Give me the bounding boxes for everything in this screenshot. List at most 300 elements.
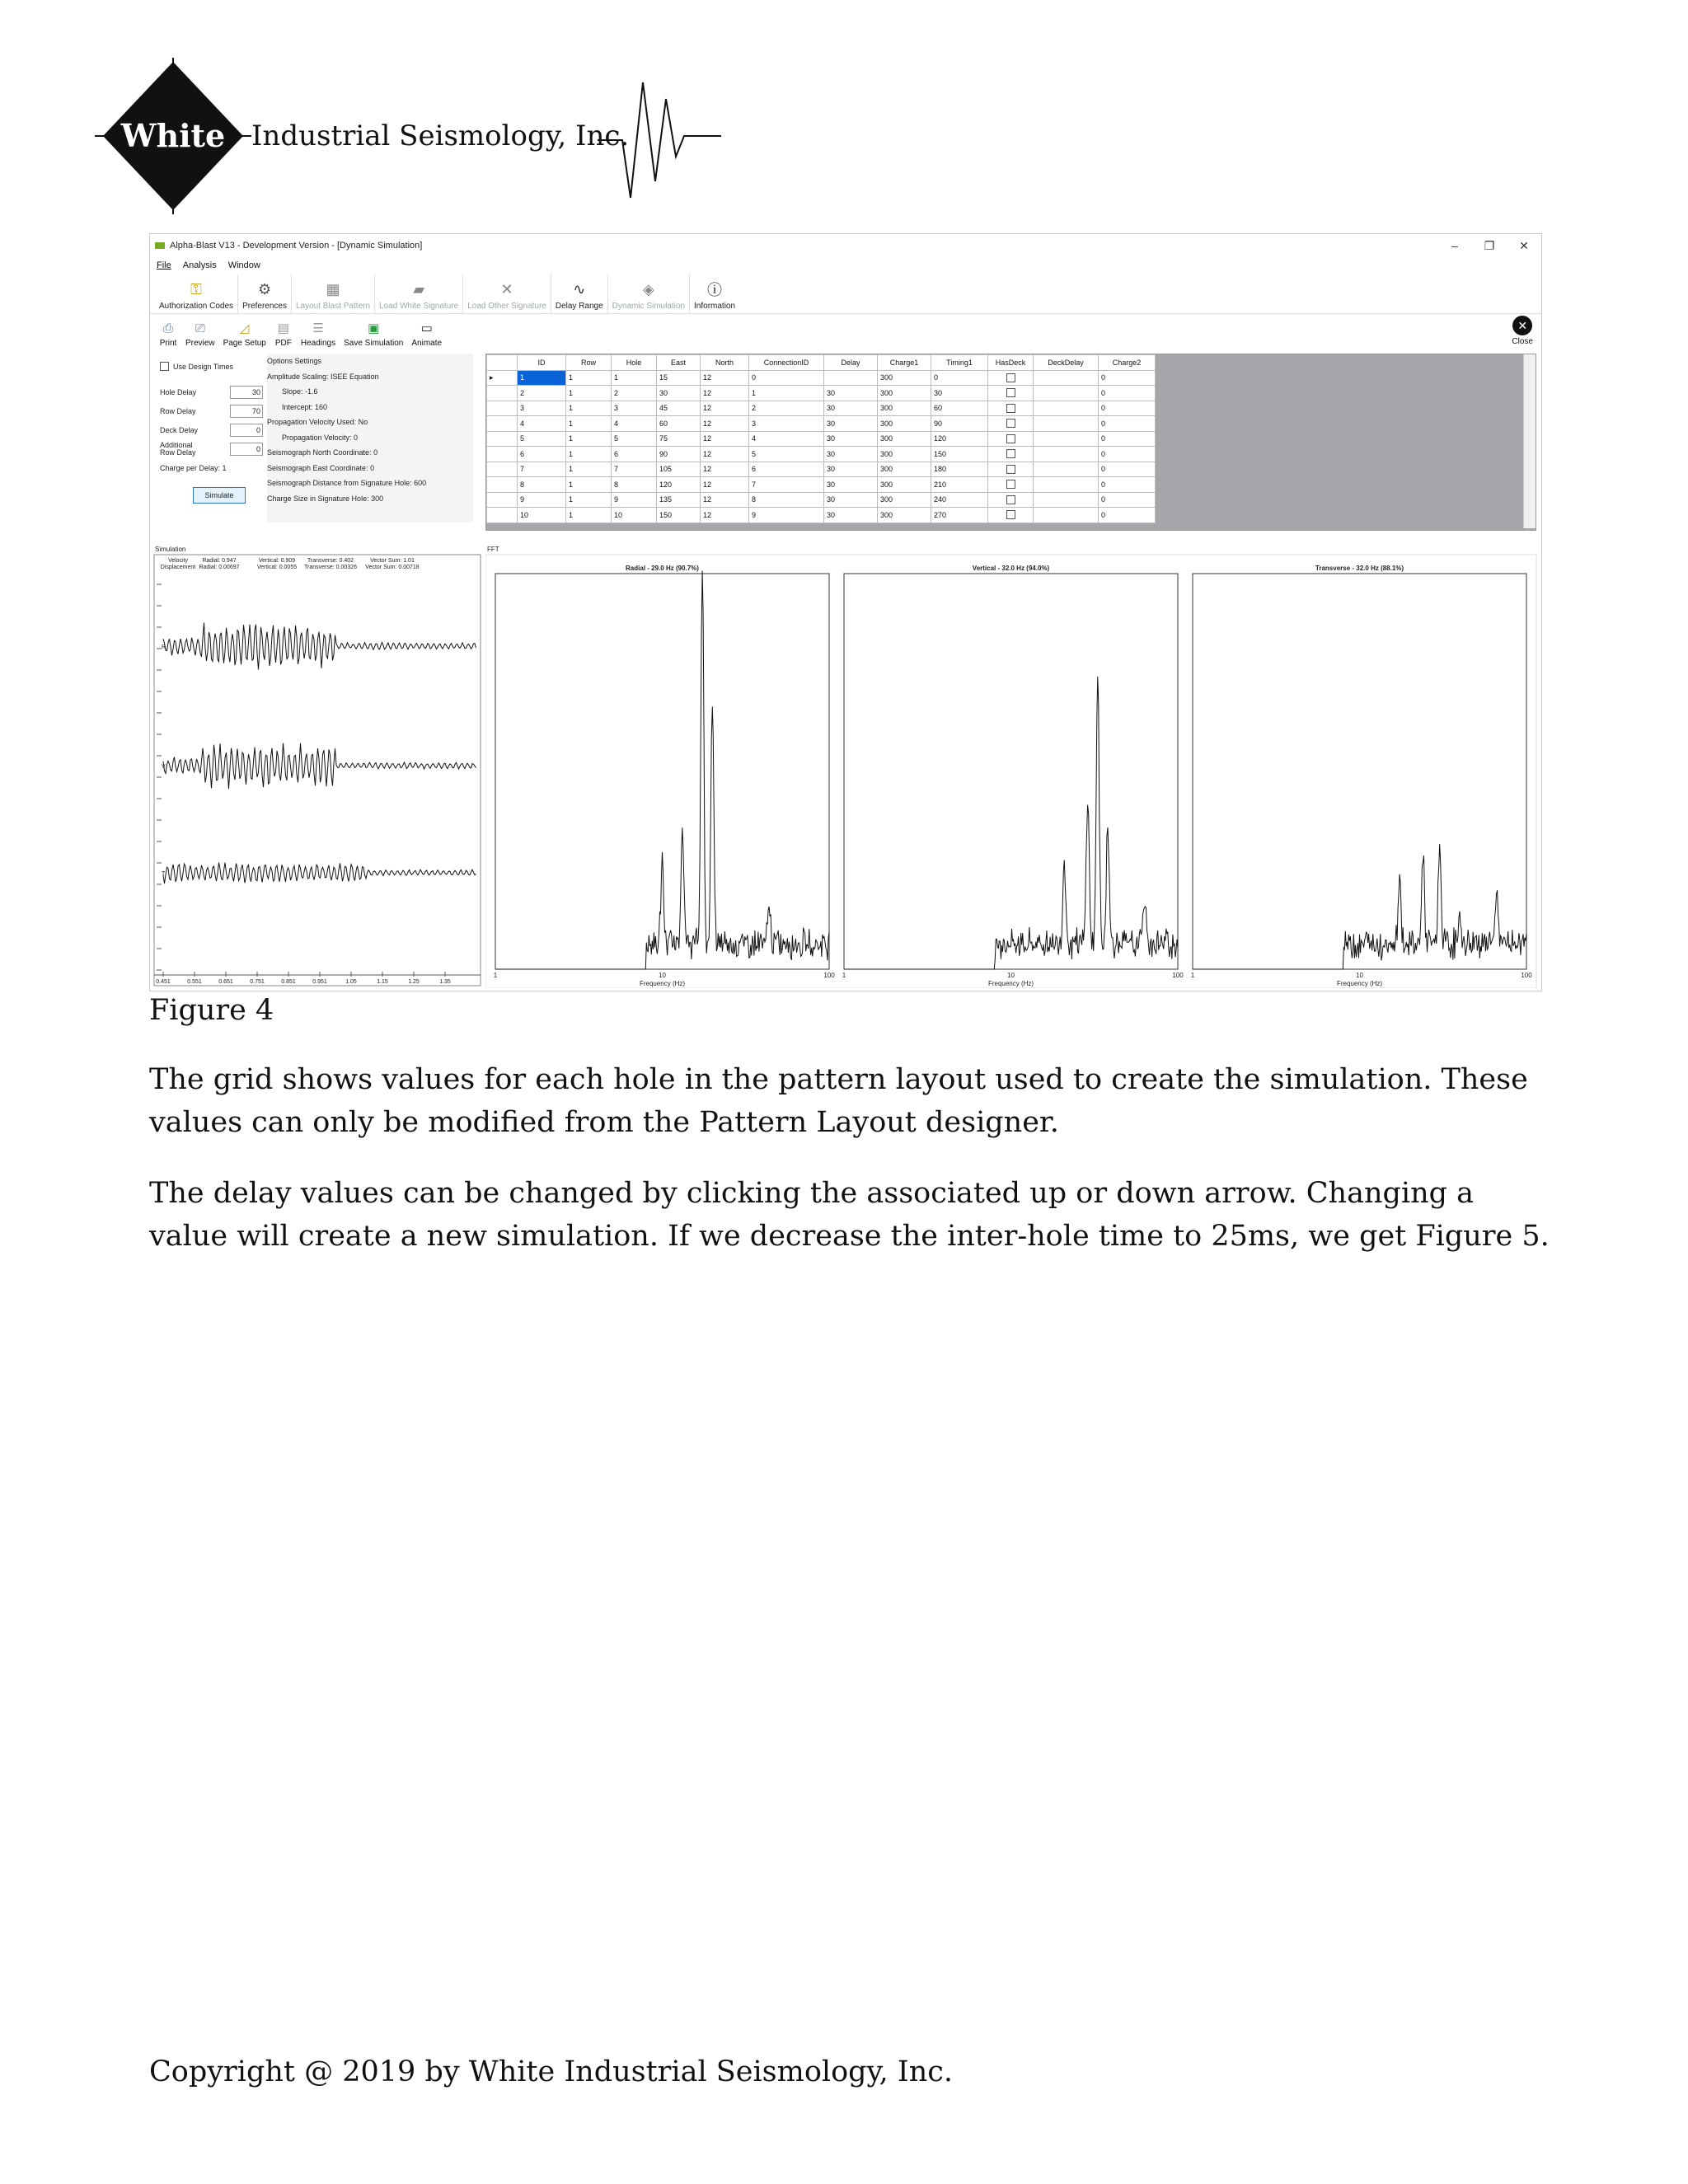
table-cell[interactable]: 180 bbox=[931, 462, 988, 477]
fft-x-tick-label: 1 bbox=[842, 972, 846, 979]
table-cell[interactable]: 12 bbox=[701, 416, 749, 432]
table-cell[interactable]: 8 bbox=[518, 477, 566, 493]
table-cell[interactable] bbox=[1034, 462, 1099, 477]
table-cell[interactable]: 9 bbox=[749, 508, 824, 523]
table-cell[interactable]: 75 bbox=[657, 431, 701, 447]
x-tick-label: 1.25 bbox=[408, 979, 420, 985]
gear-icon: ⚙ bbox=[257, 280, 272, 298]
table-cell[interactable]: 12 bbox=[701, 401, 749, 416]
use-design-times-checkbox[interactable] bbox=[160, 362, 169, 371]
table-cell[interactable]: 7 bbox=[749, 477, 824, 493]
table-cell[interactable] bbox=[988, 462, 1034, 477]
table-cell[interactable]: 300 bbox=[878, 462, 931, 477]
table-cell[interactable]: 300 bbox=[878, 386, 931, 401]
table-cell[interactable]: 9 bbox=[612, 492, 657, 508]
simulation-label: Simulation bbox=[155, 546, 186, 553]
paragraph-2: The delay values can be changed by clicking the associated up or down arrow. Changing a value will create a new simulation. If we decrease the inter-hole time to 25ms, we get Figure 5. bbox=[149, 1177, 1550, 1253]
table-row[interactable] bbox=[487, 431, 1156, 447]
hole-delay-label: Hole Delay bbox=[160, 387, 197, 396]
column-header[interactable]: Timing1 bbox=[931, 355, 988, 371]
table-cell[interactable]: 12 bbox=[701, 386, 749, 401]
table-cell[interactable]: 1 bbox=[749, 386, 824, 401]
table-row[interactable] bbox=[487, 416, 1156, 432]
fft-x-tick-label: 10 bbox=[1356, 972, 1363, 979]
table-cell[interactable] bbox=[988, 492, 1034, 508]
toolbar-label: PDF bbox=[274, 339, 292, 348]
table-row[interactable] bbox=[487, 386, 1156, 401]
table-cell[interactable]: 12 bbox=[701, 370, 749, 386]
row-indicator bbox=[487, 462, 518, 477]
option-line: Intercept: 160 bbox=[282, 402, 328, 411]
save-icon: ▣ bbox=[368, 321, 380, 335]
information-button[interactable] bbox=[690, 274, 739, 313]
menu-window[interactable]: Window bbox=[227, 260, 260, 270]
layout-blast-pattern-button[interactable] bbox=[292, 274, 375, 313]
animate-button[interactable] bbox=[407, 313, 446, 350]
fft-x-axis-label: Frequency (Hz) bbox=[639, 980, 686, 987]
fft-x-tick-label: 10 bbox=[659, 972, 666, 979]
column-header[interactable]: HasDeck bbox=[988, 355, 1034, 371]
table-cell[interactable]: 1 bbox=[518, 370, 566, 386]
table-cell[interactable]: 90 bbox=[931, 416, 988, 432]
additional-row-delay-spinner[interactable]: 0 bbox=[230, 443, 263, 456]
table-cell[interactable]: 270 bbox=[931, 508, 988, 523]
table-cell[interactable]: 7 bbox=[518, 462, 566, 477]
fft-x-tick-label: 10 bbox=[1007, 972, 1015, 979]
column-header[interactable]: East bbox=[657, 355, 701, 371]
table-cell[interactable]: 10 bbox=[518, 508, 566, 523]
table-cell[interactable]: 30 bbox=[824, 431, 878, 447]
options-settings bbox=[267, 354, 473, 523]
table-cell[interactable]: 1 bbox=[566, 386, 612, 401]
column-header[interactable]: ConnectionID bbox=[749, 355, 824, 371]
app-window bbox=[149, 233, 1542, 991]
toolbar-label: Save Simulation bbox=[344, 339, 404, 348]
fft-panel bbox=[485, 543, 1537, 988]
option-line: Seismograph East Coordinate: 0 bbox=[267, 463, 375, 472]
load-other-signature-button[interactable] bbox=[463, 274, 551, 313]
load-white-signature-button[interactable] bbox=[375, 274, 463, 313]
deck-delay-spinner[interactable]: 0 bbox=[230, 424, 263, 437]
table-cell[interactable]: 300 bbox=[878, 416, 931, 432]
x-tick-label: 1.05 bbox=[345, 979, 357, 985]
table-cell[interactable]: 120 bbox=[931, 431, 988, 447]
table-row[interactable] bbox=[487, 447, 1156, 462]
table-cell[interactable]: 12 bbox=[701, 477, 749, 493]
row-indicator bbox=[487, 477, 518, 493]
table-cell[interactable]: 30 bbox=[824, 401, 878, 416]
fft-label: FFT bbox=[487, 546, 499, 553]
grid-scrollbar[interactable] bbox=[1523, 354, 1536, 528]
toolbar-label: Headings bbox=[300, 339, 336, 348]
table-cell[interactable]: 2 bbox=[749, 401, 824, 416]
report-toolbar bbox=[150, 314, 1541, 350]
save-simulation-button[interactable] bbox=[340, 313, 407, 350]
hasdeck-checkbox[interactable] bbox=[1006, 495, 1015, 504]
x-tick-label: 0.951 bbox=[312, 979, 327, 985]
table-cell[interactable]: 8 bbox=[749, 492, 824, 508]
table-row[interactable] bbox=[487, 477, 1156, 493]
use-design-times-label: Use Design Times bbox=[173, 362, 234, 371]
simulation-header-value: Vertical: 0.0055 bbox=[256, 565, 298, 570]
row-delay-spinner[interactable]: 70 bbox=[230, 405, 263, 418]
table-row[interactable] bbox=[487, 508, 1156, 523]
delay-controls bbox=[160, 357, 263, 504]
hasdeck-checkbox[interactable] bbox=[1006, 388, 1015, 397]
settings-panel bbox=[153, 354, 481, 528]
hasdeck-checkbox[interactable] bbox=[1006, 449, 1015, 458]
table-cell[interactable] bbox=[988, 508, 1034, 523]
column-header[interactable]: Row bbox=[566, 355, 612, 371]
fft-x-axis-label: Frequency (Hz) bbox=[987, 980, 1034, 987]
hasdeck-checkbox[interactable] bbox=[1006, 434, 1015, 443]
key-icon: ⚿ bbox=[190, 280, 202, 298]
fft-frame bbox=[485, 555, 1536, 988]
simulation-header-value: Transverse: 0.00326 bbox=[304, 565, 357, 570]
table-row[interactable] bbox=[487, 492, 1156, 508]
table-cell[interactable]: 150 bbox=[931, 447, 988, 462]
page-setup-button[interactable] bbox=[219, 313, 270, 350]
table-cell[interactable]: 30 bbox=[824, 477, 878, 493]
film-icon: ▭ bbox=[420, 321, 433, 335]
table-cell[interactable]: 120 bbox=[657, 477, 701, 493]
simulation-header-value: Velocity bbox=[167, 558, 189, 564]
preferences-button[interactable] bbox=[238, 274, 292, 313]
charge-per-delay: Charge per Delay: 1 bbox=[160, 463, 227, 472]
simulation-header-value: Vertical: 0.909 bbox=[258, 558, 296, 564]
x-icon: ✕ bbox=[500, 280, 513, 298]
table-cell[interactable]: 4 bbox=[749, 431, 824, 447]
table-cell[interactable]: 30 bbox=[657, 386, 701, 401]
table-cell[interactable]: 15 bbox=[657, 370, 701, 386]
toolbar-label: Delay Range bbox=[555, 302, 603, 311]
minimize-button[interactable]: – bbox=[1451, 239, 1458, 252]
x-tick-label: 0.451 bbox=[156, 979, 171, 985]
table-cell[interactable]: 30 bbox=[824, 386, 878, 401]
table-cell[interactable]: 1 bbox=[566, 431, 612, 447]
option-line: Propagation Velocity: 0 bbox=[282, 433, 359, 442]
x-tick-label: 0.651 bbox=[218, 979, 233, 985]
hasdeck-checkbox[interactable] bbox=[1006, 510, 1015, 519]
option-line: Seismograph Distance from Signature Hole: 600 bbox=[267, 479, 427, 487]
table-cell[interactable]: 0 bbox=[1099, 431, 1156, 447]
simulation-frame bbox=[154, 555, 481, 986]
table-cell[interactable]: 0 bbox=[1099, 370, 1156, 386]
x-tick-label: 1.35 bbox=[439, 979, 451, 985]
table-cell[interactable]: 12 bbox=[701, 431, 749, 447]
row-indicator-header bbox=[487, 355, 518, 371]
table-cell[interactable]: 0 bbox=[1099, 462, 1156, 477]
fft-charts bbox=[485, 543, 1537, 988]
table-cell[interactable]: 90 bbox=[657, 447, 701, 462]
table-row[interactable] bbox=[487, 462, 1156, 477]
table-cell[interactable]: 0 bbox=[1099, 447, 1156, 462]
table-cell[interactable]: 0 bbox=[1099, 386, 1156, 401]
table-cell[interactable]: 6 bbox=[518, 447, 566, 462]
menu-analysis[interactable]: Analysis bbox=[182, 260, 217, 270]
option-line: Propagation Velocity Used: No bbox=[267, 418, 368, 426]
fft-x-tick-label: 100 bbox=[823, 972, 835, 979]
table-cell[interactable]: 300 bbox=[878, 492, 931, 508]
table-cell[interactable]: 1 bbox=[566, 370, 612, 386]
hasdeck-checkbox[interactable] bbox=[1006, 419, 1015, 428]
table-cell[interactable] bbox=[1034, 477, 1099, 493]
toolbar-label: Print bbox=[159, 339, 177, 348]
headings-button[interactable] bbox=[297, 313, 340, 350]
table-cell[interactable]: 2 bbox=[612, 386, 657, 401]
table-cell[interactable]: 30 bbox=[824, 508, 878, 523]
table-cell[interactable]: 105 bbox=[657, 462, 701, 477]
row-indicator bbox=[487, 447, 518, 462]
simulation-chart bbox=[153, 543, 483, 988]
delay-range-button[interactable] bbox=[551, 274, 608, 313]
row-delay-label: Row Delay bbox=[160, 406, 196, 415]
table-cell[interactable]: 300 bbox=[878, 508, 931, 523]
table-cell[interactable]: 0 bbox=[1099, 401, 1156, 416]
table-cell[interactable]: 60 bbox=[657, 416, 701, 432]
window-title: Alpha-Blast V13 - Development Version - [Dynamic Simulation] bbox=[170, 241, 423, 251]
table-cell[interactable]: 7 bbox=[612, 462, 657, 477]
logo-white-text: White bbox=[120, 117, 226, 154]
menu-bar bbox=[150, 257, 1541, 274]
option-line: Slope: -1.6 bbox=[282, 387, 318, 396]
x-tick-label: 0.551 bbox=[187, 979, 202, 985]
trace-label: R bbox=[162, 644, 166, 650]
table-cell[interactable] bbox=[1034, 508, 1099, 523]
table-cell[interactable]: 1 bbox=[566, 477, 612, 493]
x-tick-label: 1.15 bbox=[377, 979, 388, 985]
table-cell[interactable]: 30 bbox=[824, 447, 878, 462]
table-cell[interactable] bbox=[1034, 492, 1099, 508]
table-cell[interactable] bbox=[988, 370, 1034, 386]
preview-button[interactable] bbox=[181, 313, 219, 350]
toolbar-label: Load Other Signature bbox=[467, 302, 546, 311]
column-header[interactable]: ID bbox=[518, 355, 566, 371]
column-header[interactable]: Charge2 bbox=[1099, 355, 1156, 371]
copyright: Copyright @ 2019 by White Industrial Seismology, Inc. bbox=[149, 2055, 954, 2088]
fft-x-tick-label: 100 bbox=[1521, 972, 1532, 979]
authorization-codes-button[interactable] bbox=[155, 274, 238, 313]
deck-delay-label: Deck Delay bbox=[160, 425, 199, 434]
table-cell[interactable]: 30 bbox=[824, 462, 878, 477]
toolbar-label: Load White Signature bbox=[379, 302, 459, 311]
table-cell[interactable]: 12 bbox=[701, 492, 749, 508]
paragraph-1: The grid shows values for each hole in the pattern layout used to create the simulation. These values can only be modified from the Pattern Layout designer. bbox=[149, 1063, 1528, 1139]
table-cell[interactable]: 0 bbox=[1099, 508, 1156, 523]
layout-icon: ▦ bbox=[326, 280, 340, 298]
print-button[interactable] bbox=[155, 313, 181, 350]
table-cell[interactable]: 10 bbox=[612, 508, 657, 523]
row-indicator bbox=[487, 416, 518, 432]
main-toolbar bbox=[150, 274, 1541, 314]
row-indicator bbox=[487, 431, 518, 447]
table-cell[interactable]: 210 bbox=[931, 477, 988, 493]
table-cell[interactable] bbox=[1034, 401, 1099, 416]
option-line: Charge Size in Signature Hole: 300 bbox=[267, 494, 384, 503]
table-cell[interactable]: 1 bbox=[566, 416, 612, 432]
table-cell[interactable]: 8 bbox=[612, 477, 657, 493]
fft-x-tick-label: 1 bbox=[493, 972, 498, 979]
table-cell[interactable]: 5 bbox=[749, 447, 824, 462]
fft-x-tick-label: 100 bbox=[1172, 972, 1184, 979]
table-cell[interactable] bbox=[988, 416, 1034, 432]
column-header[interactable]: Charge1 bbox=[878, 355, 931, 371]
table-cell[interactable]: 1 bbox=[566, 401, 612, 416]
preview-icon: ⎚ bbox=[195, 321, 205, 335]
option-line: Amplitude Scaling: ISEE Equation bbox=[267, 372, 379, 381]
hasdeck-checkbox[interactable] bbox=[1006, 404, 1015, 413]
table-cell[interactable] bbox=[1034, 386, 1099, 401]
additional-row-delay-label: Additional Row Delay bbox=[160, 440, 196, 457]
column-header[interactable]: Hole bbox=[612, 355, 657, 371]
toolbar-label: Animate bbox=[411, 339, 443, 348]
close-button[interactable] bbox=[1512, 316, 1533, 346]
table-cell[interactable]: 1 bbox=[566, 492, 612, 508]
table-cell[interactable] bbox=[1034, 416, 1099, 432]
x-tick-label: 0.851 bbox=[281, 979, 296, 985]
fft-title: Transverse - 32.0 Hz (88.1%) bbox=[1315, 565, 1404, 572]
table-cell[interactable]: 1 bbox=[566, 462, 612, 477]
simulation-panel bbox=[153, 543, 483, 988]
title-bar bbox=[150, 234, 1541, 257]
table-cell[interactable]: 30 bbox=[824, 416, 878, 432]
table-cell[interactable]: 0 bbox=[1099, 492, 1156, 508]
trace-label: V bbox=[162, 764, 166, 770]
logo-company-text: Industrial Seismology, Inc. bbox=[251, 120, 630, 152]
pdf-icon: ▤ bbox=[277, 321, 289, 335]
restore-button[interactable]: ❐ bbox=[1484, 238, 1495, 252]
table-cell[interactable]: 0 bbox=[1099, 477, 1156, 493]
signature-icon: ▰ bbox=[413, 280, 425, 298]
table-cell[interactable] bbox=[988, 431, 1034, 447]
row-indicator bbox=[487, 492, 518, 508]
table-cell[interactable]: 6 bbox=[612, 447, 657, 462]
hole-grid[interactable] bbox=[485, 354, 1536, 531]
table-cell[interactable]: 300 bbox=[878, 431, 931, 447]
pdf-button[interactable] bbox=[270, 313, 297, 350]
x-tick-label: 0.751 bbox=[250, 979, 265, 985]
column-header[interactable]: DeckDelay bbox=[1034, 355, 1099, 371]
hasdeck-checkbox[interactable] bbox=[1006, 373, 1015, 382]
table-cell[interactable]: 300 bbox=[878, 370, 931, 386]
table-cell[interactable]: 12 bbox=[701, 462, 749, 477]
table-cell[interactable]: 3 bbox=[749, 416, 824, 432]
table-cell[interactable] bbox=[824, 370, 878, 386]
simulation-header-value: Radial: 0.947 bbox=[202, 558, 237, 564]
table-cell[interactable]: 4 bbox=[612, 416, 657, 432]
table-cell[interactable]: 2 bbox=[518, 386, 566, 401]
table-cell[interactable]: 5 bbox=[612, 431, 657, 447]
option-line: Seismograph North Coordinate: 0 bbox=[267, 448, 378, 457]
dynamic-simulation-button[interactable] bbox=[608, 274, 690, 313]
simulate-button[interactable]: Simulate bbox=[193, 487, 246, 504]
toolbar-label: Information bbox=[694, 302, 736, 311]
figure-caption: Figure 4 bbox=[149, 994, 274, 1027]
table-cell[interactable]: 1 bbox=[612, 370, 657, 386]
close-label: Close bbox=[1512, 337, 1533, 346]
hole-table bbox=[486, 354, 1156, 523]
toolbar-label: Preferences bbox=[242, 302, 287, 311]
table-cell[interactable]: 1 bbox=[566, 508, 612, 523]
toolbar-label: Dynamic Simulation bbox=[612, 302, 686, 311]
simulation-header-value: Transverse: 0.402 bbox=[307, 558, 354, 564]
table-cell[interactable]: 300 bbox=[878, 447, 931, 462]
row-indicator: ▸ bbox=[487, 370, 518, 386]
fft-x-tick-label: 1 bbox=[1190, 972, 1195, 979]
toolbar-label: Preview bbox=[185, 339, 215, 348]
table-cell[interactable]: 0 bbox=[1099, 416, 1156, 432]
table-cell[interactable]: 5 bbox=[518, 431, 566, 447]
table-cell[interactable] bbox=[988, 386, 1034, 401]
table-row[interactable] bbox=[487, 401, 1156, 416]
table-cell[interactable]: 3 bbox=[518, 401, 566, 416]
close-icon: ✕ bbox=[1512, 316, 1532, 335]
simulation-header-value: Displacement bbox=[160, 565, 196, 570]
company-logo bbox=[95, 58, 729, 223]
hasdeck-checkbox[interactable] bbox=[1006, 465, 1015, 474]
table-cell[interactable]: 0 bbox=[931, 370, 988, 386]
table-cell[interactable]: 12 bbox=[701, 508, 749, 523]
app-icon bbox=[155, 242, 165, 249]
table-cell[interactable]: 0 bbox=[749, 370, 824, 386]
hasdeck-checkbox[interactable] bbox=[1006, 480, 1015, 489]
simulation-header-value: Vector Sum: 0.00718 bbox=[365, 565, 420, 570]
toolbar-label: Layout Blast Pattern bbox=[295, 302, 371, 311]
table-cell[interactable] bbox=[988, 477, 1034, 493]
fft-title: Vertical - 32.0 Hz (94.0%) bbox=[972, 565, 1050, 572]
row-indicator bbox=[487, 386, 518, 401]
table-cell[interactable]: 30 bbox=[931, 386, 988, 401]
simulation-header-value: Vector Sum: 1.01 bbox=[370, 558, 415, 564]
table-cell[interactable] bbox=[1034, 431, 1099, 447]
table-cell[interactable]: 9 bbox=[518, 492, 566, 508]
table-cell[interactable]: 3 bbox=[612, 401, 657, 416]
table-row[interactable] bbox=[487, 370, 1156, 386]
table-cell[interactable] bbox=[988, 447, 1034, 462]
hole-delay-spinner[interactable]: 30 bbox=[230, 386, 263, 399]
table-cell[interactable]: 60 bbox=[931, 401, 988, 416]
toolbar-label: Authorization Codes bbox=[159, 302, 234, 311]
simulation-icon: ◈ bbox=[642, 280, 654, 298]
table-cell[interactable]: 4 bbox=[518, 416, 566, 432]
column-header[interactable]: North bbox=[701, 355, 749, 371]
table-cell[interactable]: 45 bbox=[657, 401, 701, 416]
table-cell[interactable]: 30 bbox=[824, 492, 878, 508]
table-cell[interactable]: 135 bbox=[657, 492, 701, 508]
simulation-header-value: Radial: 0.00697 bbox=[199, 565, 240, 570]
table-cell[interactable]: 150 bbox=[657, 508, 701, 523]
menu-file[interactable]: File bbox=[157, 260, 171, 270]
table-cell[interactable]: 240 bbox=[931, 492, 988, 508]
page-setup-icon: ◿ bbox=[239, 321, 250, 335]
close-window-button[interactable]: ✕ bbox=[1519, 238, 1529, 252]
table-cell[interactable]: 300 bbox=[878, 477, 931, 493]
table-cell[interactable]: 6 bbox=[749, 462, 824, 477]
table-cell[interactable]: 12 bbox=[701, 447, 749, 462]
option-line: Options Settings bbox=[267, 357, 322, 365]
toolbar-label: Page Setup bbox=[223, 339, 266, 348]
table-cell[interactable]: 1 bbox=[566, 447, 612, 462]
table-cell[interactable] bbox=[1034, 447, 1099, 462]
fft-title: Radial - 29.0 Hz (90.7%) bbox=[626, 565, 699, 572]
column-header[interactable]: Delay bbox=[824, 355, 878, 371]
row-indicator bbox=[487, 508, 518, 523]
headings-icon: ☰ bbox=[312, 321, 324, 335]
grid-header-row bbox=[487, 355, 1156, 371]
table-cell[interactable] bbox=[988, 401, 1034, 416]
table-cell[interactable] bbox=[1034, 370, 1099, 386]
table-cell[interactable]: 300 bbox=[878, 401, 931, 416]
